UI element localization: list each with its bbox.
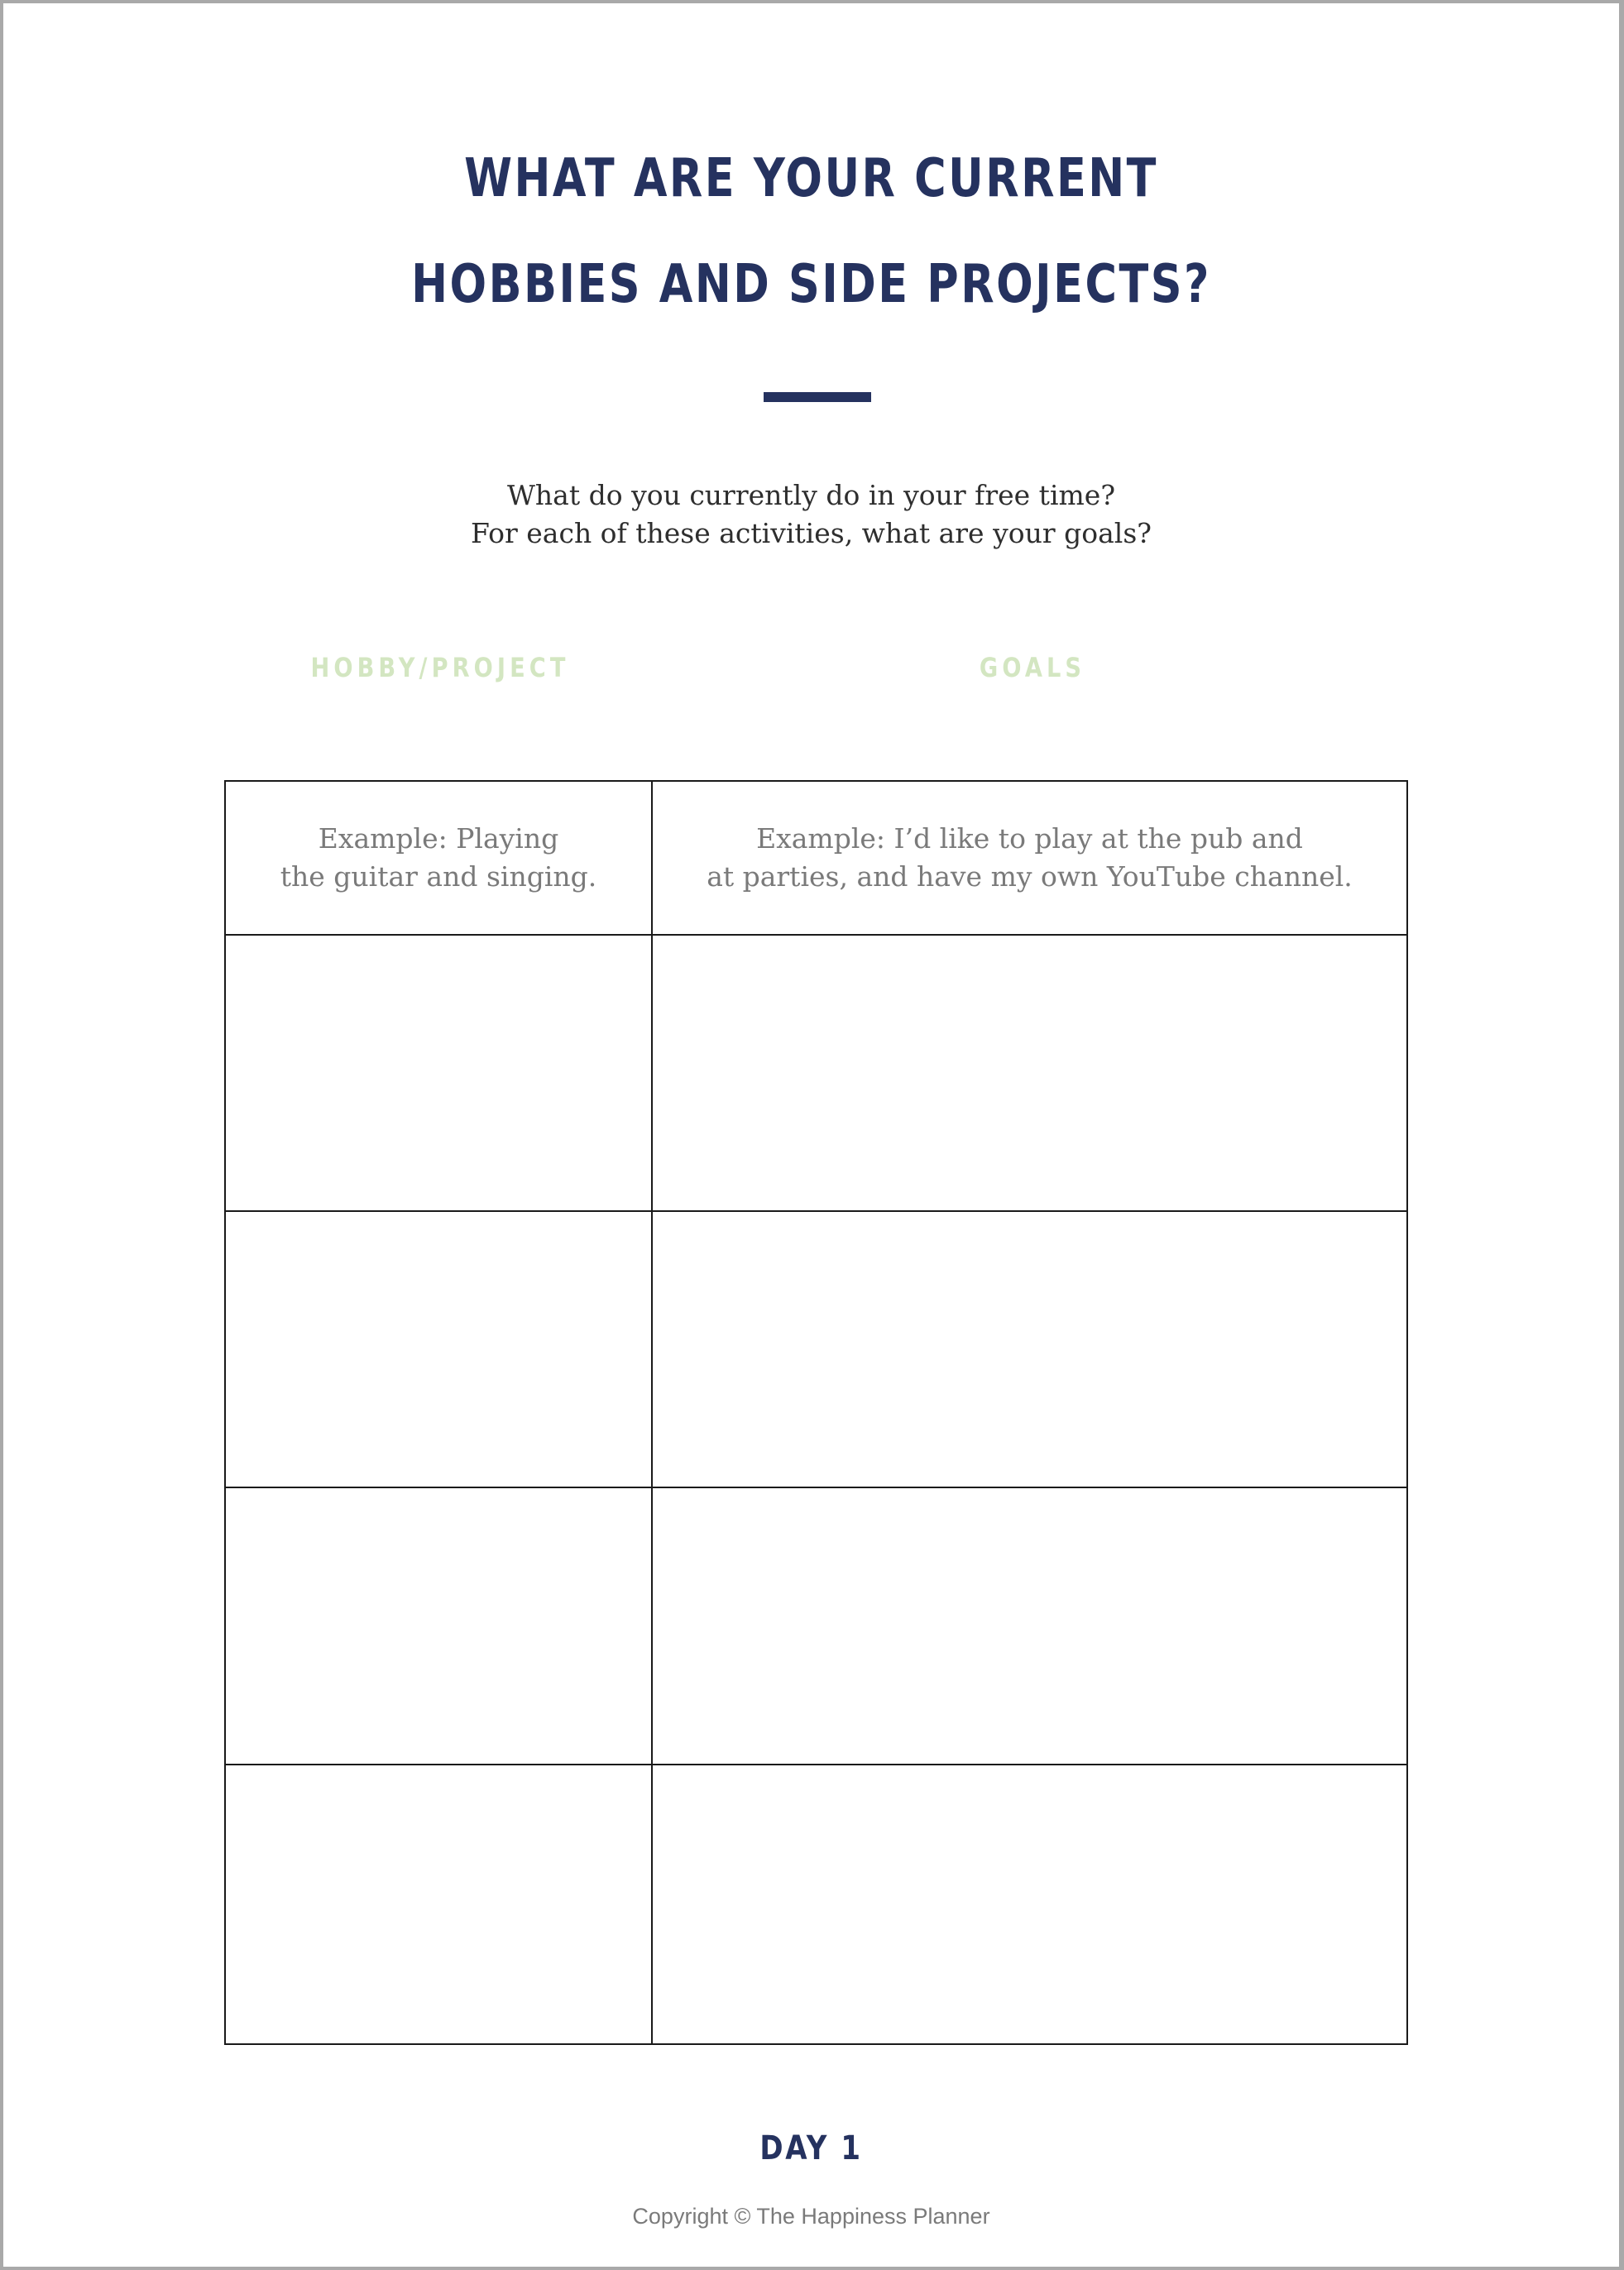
table-row xyxy=(226,1212,1406,1488)
goals-cell[interactable] xyxy=(653,1212,1406,1487)
table-row xyxy=(226,1488,1406,1765)
goals-cell[interactable] xyxy=(653,1488,1406,1764)
hobby-example-text: Example: Playing the guitar and singing. xyxy=(280,822,597,893)
hobby-cell[interactable] xyxy=(226,1212,653,1487)
intro-line-1: What do you currently do in your free time? xyxy=(506,479,1116,511)
intro-text xyxy=(3,477,1619,553)
table-row xyxy=(226,1765,1406,2043)
page-title-line-2: HOBBIES AND SIDE PROJECTS? xyxy=(411,254,1211,315)
goals-example-text: Example: I’d like to play at the pub and at parties, and have my own YouTube channel. xyxy=(707,822,1353,893)
hobby-cell[interactable] xyxy=(226,782,653,934)
goals-cell[interactable] xyxy=(653,782,1406,934)
table-row-example xyxy=(226,782,1406,936)
intro-line-2: For each of these activities, what are your goals? xyxy=(471,517,1152,549)
hobby-cell[interactable] xyxy=(226,936,653,1210)
copyright-text: Copyright © The Happiness Planner xyxy=(632,2204,990,2229)
page-title-line-1: WHAT ARE YOUR CURRENT xyxy=(464,148,1158,209)
hobby-cell[interactable] xyxy=(226,1765,653,2043)
goals-cell[interactable] xyxy=(653,936,1406,1210)
hobby-cell[interactable] xyxy=(226,1488,653,1764)
column-header-hobby: HOBBY/PROJECT xyxy=(310,652,570,683)
column-header-goals: GOALS xyxy=(979,652,1086,683)
table-row xyxy=(226,936,1406,1212)
goals-cell[interactable] xyxy=(653,1765,1406,2043)
title-divider xyxy=(764,392,871,402)
hobby-goals-table xyxy=(224,780,1408,2045)
day-label: DAY 1 xyxy=(759,2129,863,2167)
